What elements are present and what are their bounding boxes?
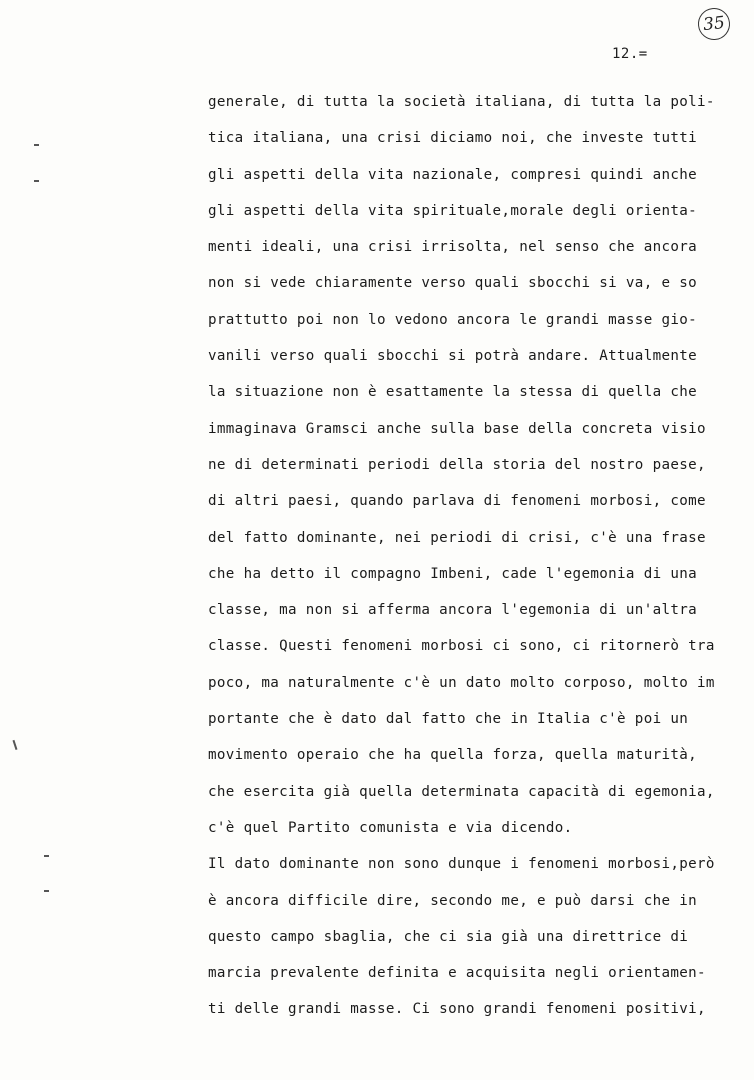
- text-line: gli aspetti della vita spirituale,morale degli orienta-: [208, 202, 698, 219]
- text-line: del fatto dominante, nei periodi di crisi, c'è una frase: [208, 529, 706, 546]
- margin-mark: [34, 180, 39, 182]
- text-line: è ancora difficile dire, secondo me, e può darsi che in: [208, 892, 698, 909]
- text-line: gli aspetti della vita nazionale, compresi quindi anche: [208, 166, 698, 183]
- margin-mark: [44, 890, 49, 892]
- text-line: vanili verso quali sbocchi si potrà andare. Attualmente: [208, 348, 698, 365]
- text-line: c'è quel Partito comunista e via dicendo.: [208, 819, 573, 836]
- text-line: che esercita già quella determinata capacità di egemonia,: [208, 783, 715, 800]
- body-text: [208, 90, 738, 1034]
- margin-tick: [12, 740, 17, 750]
- text-line: tica italiana, una crisi diciamo noi, che investe tutti: [208, 130, 698, 147]
- page-number: 12.=: [612, 46, 648, 62]
- text-line: ti delle grandi masse. Ci sono grandi fenomeni positivi,: [208, 1001, 706, 1018]
- text-line: ne di determinati periodi della storia del nostro paese,: [208, 456, 706, 473]
- text-line: generale, di tutta la società italiana, di tutta la poli-: [208, 94, 715, 110]
- text-line: la situazione non è esattamente la stessa di quella che: [208, 384, 698, 401]
- text-line: questo campo sbaglia, che ci sia già una direttrice di: [208, 928, 689, 945]
- text-line: prattutto poi non lo vedono ancora le grandi masse gio-: [208, 311, 698, 328]
- archive-number-stamp: 35: [696, 6, 731, 41]
- text-line: Il dato dominante non sono dunque i fenomeni morbosi,però: [208, 856, 715, 873]
- text-line: che ha detto il compagno Imbeni, cade l'egemonia di una: [208, 565, 698, 582]
- text-line: non si vede chiaramente verso quali sbocchi si va, e so: [208, 275, 698, 292]
- text-line: classe, ma non si afferma ancora l'egemonia di un'altra: [208, 602, 698, 619]
- text-line: di altri paesi, quando parlava di fenomeni morbosi, come: [208, 493, 706, 510]
- text-line: marcia prevalente definita e acquisita negli orientamen-: [208, 965, 706, 982]
- text-line: classe. Questi fenomeni morbosi ci sono, ci ritornerò tra: [208, 638, 715, 655]
- text-line: portante che è dato dal fatto che in Italia c'è poi un: [208, 711, 689, 728]
- margin-mark: [34, 144, 39, 146]
- text-line: menti ideali, una crisi irrisolta, nel senso che ancora: [208, 239, 698, 256]
- margin-mark: [44, 855, 49, 857]
- text-line: movimento operaio che ha quella forza, quella maturità,: [208, 747, 698, 764]
- text-line: immaginava Gramsci anche sulla base della concreta visio: [208, 420, 706, 437]
- text-line: poco, ma naturalmente c'è un dato molto corposo, molto im: [208, 674, 715, 691]
